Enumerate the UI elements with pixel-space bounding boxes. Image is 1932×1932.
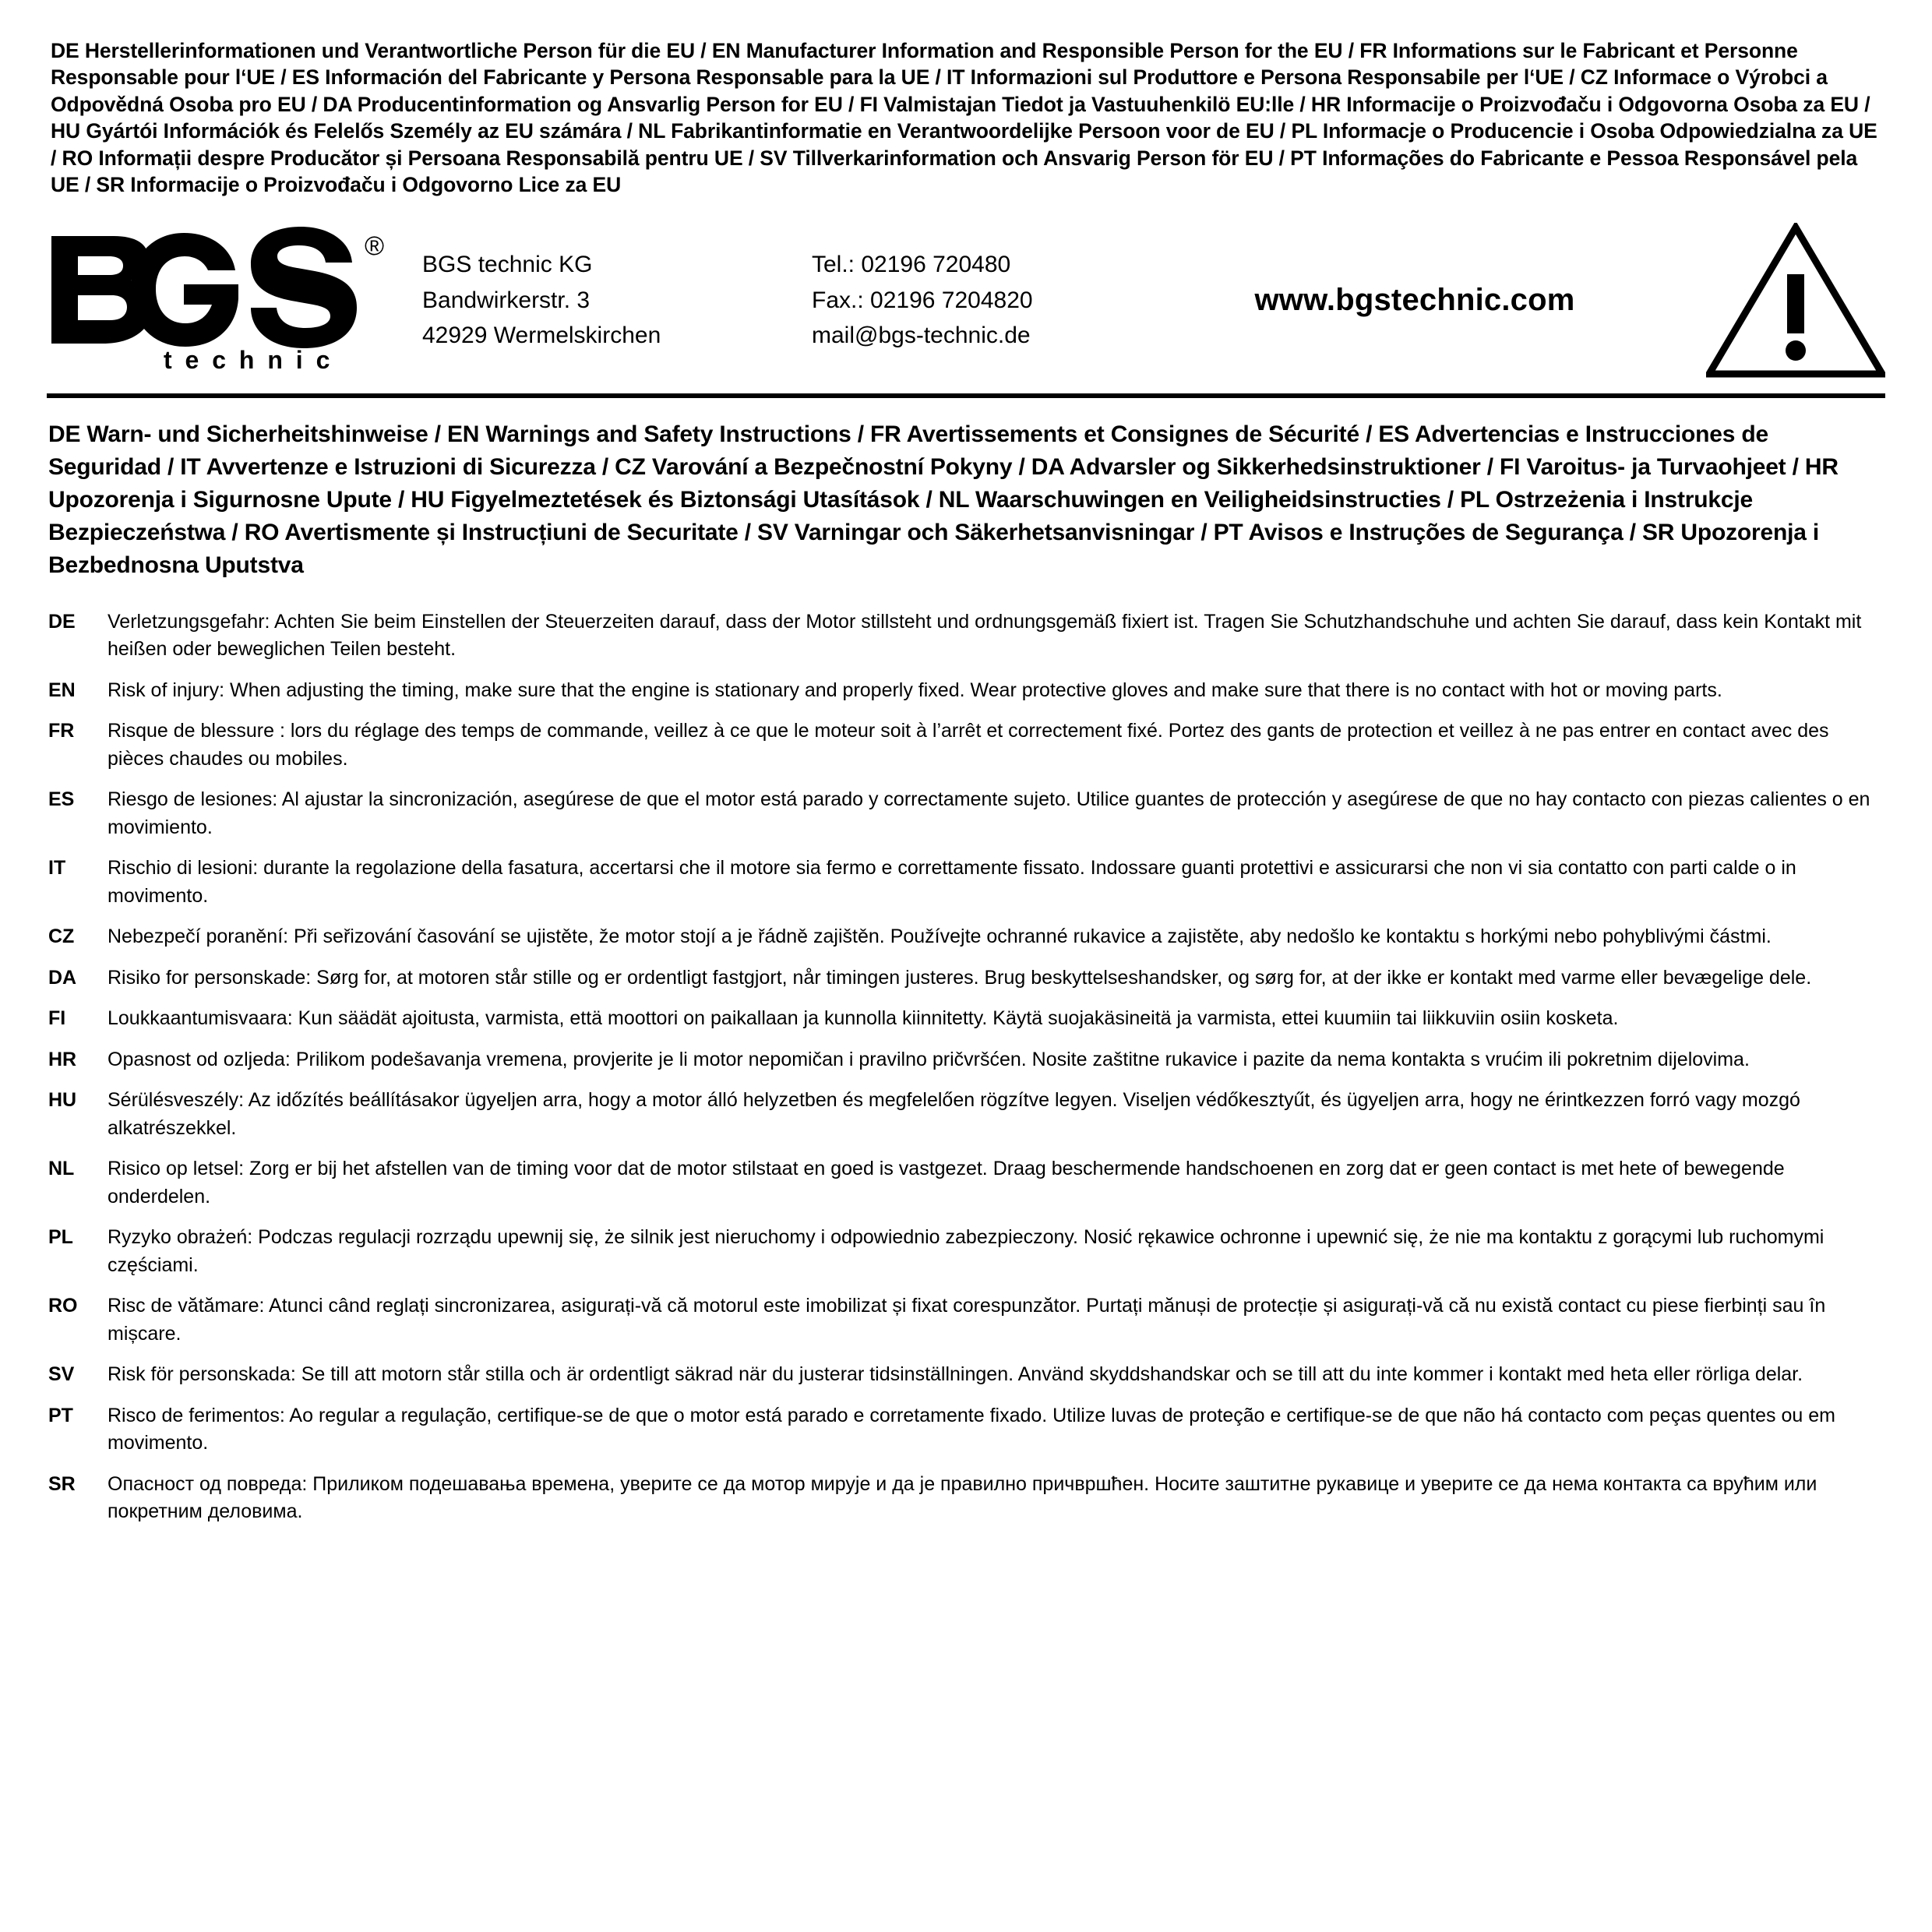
warning-row: [47, 1005, 1885, 1033]
warning-row: [47, 923, 1885, 951]
warning-text: Опасност од повреда: Приликом подешавања времена, уверите се да мотор мирује и да је правилно причвршћен. Носите заштитне рукавице и уверите се да нема контакта са врућим или покретним деловима.: [108, 1472, 1817, 1523]
language-code: NL: [48, 1158, 75, 1180]
language-code: HU: [48, 1089, 77, 1112]
warning-text: Risc de vătămare: Atunci când reglați sincronizarea, asigurați-vă că motorul este imobilizat și fixat corespunzător. Purtați mănuși de protecție și asigurați-vă că nu există contact cu piese fierbinți sau în mișcare.: [108, 1295, 1826, 1345]
warning-text: Ryzyko obrażeń: Podczas regulacji rozrządu upewnij się, że silnik jest nieruchomy i odpowiednio zabezpieczony. Nosić rękawice ochronne i upewnić się, że nie ma kontaktu z gorącymi lub ruchomymi częściami.: [108, 1226, 1824, 1276]
company-email[interactable]: mail@bgs-technic.de: [812, 323, 1031, 349]
warning-text: Sérülésveszély: Az időzítés beállításakor ügyeljen arra, hogy a motor álló helyzetben és megfelelően rögzítve legyen. Viseljen védőkesztyűt, és ügyeljen arra, hogy ne érintkezzen forró vagy mozgó alkatrészekkel.: [108, 1089, 1800, 1139]
warning-text: Riesgo de lesiones: Al ajustar la sincronización, asegúrese de que el motor está parado y correctamente sujeto. Utilice guantes de protección y asegúrese de que no hay contacto con piezas calientes o en movimiento.: [108, 788, 1870, 838]
company-contact: [812, 247, 1155, 354]
warning-row: [47, 1155, 1885, 1211]
language-code: PL: [48, 1226, 73, 1249]
warning-text: Risico op letsel: Zorg er bij het afstellen van de timing voor dat de motor stilstaat en goed is vastgezet. Draag beschermende handschoenen en zorg dat er geen contact is met hete of bewegende onderdelen.: [108, 1158, 1785, 1208]
warning-row: [47, 677, 1885, 705]
language-code: PT: [48, 1404, 73, 1426]
warning-row: [47, 1402, 1885, 1458]
language-code: CZ: [48, 925, 75, 948]
company-fax: Fax.: 02196 7204820: [812, 287, 1033, 313]
language-code: RO: [48, 1295, 78, 1317]
warning-row: [47, 1224, 1885, 1279]
warning-row: [47, 608, 1885, 664]
company-website[interactable]: www.bgstechnic.com: [1254, 283, 1575, 318]
warning-text: Rischio di lesioni: durante la regolazione della fasatura, accertarsi che il motore sia fermo e correttamente fissato. Indossare guanti protettivi e assicurarsi che non vi sia contatto con parti calde o in movimento.: [108, 857, 1796, 907]
warning-row: [47, 964, 1885, 992]
company-info-band: [47, 219, 1885, 398]
warning-row: [47, 1087, 1885, 1142]
warning-triangle-icon: [1706, 223, 1885, 379]
warning-text: Risco de ferimentos: Ao regular a regulação, certifique-se de que o motor está parado e corretamente fixado. Utilize luvas de proteção e certifique-se de que não há contacto com peças quentes ou em movimento.: [108, 1404, 1835, 1454]
warning-row: [47, 786, 1885, 841]
bgs-logo-icon: [47, 227, 405, 375]
company-street: Bandwirkerstr. 3: [422, 287, 591, 313]
warning-text: Risiko for personskade: Sørg for, at motoren står stille og er ordentligt fastgjort, når timingen justeres. Brug beskyttelseshandsker, og sørg for, at der ikke er kontakt med varme eller bevægelige dele.: [108, 966, 1812, 989]
warning-row: [47, 855, 1885, 910]
warning-row: [47, 1292, 1885, 1348]
warning-text: Nebezpečí poranění: Při seřizování časování se ujistěte, že motor stojí a je řádně zajištěn. Používejte ochranné rukavice a zajistěte, aby nedošlo ke kontaktu s horkými nebo pohyblivými částmi.: [108, 925, 1772, 948]
company-address: [413, 247, 812, 354]
warning-text: Risk of injury: When adjusting the timing, make sure that the engine is stationary and properly fixed. Wear protective gloves and make sure that there is no contact with hot or moving parts.: [108, 679, 1722, 701]
company-name: BGS technic KG: [422, 252, 593, 278]
warning-text: Opasnost od ozljeda: Prilikom podešavanja vremena, provjerite je li motor nepomičan i pravilno pričvršćen. Nosite zaštitne rukavice i pazite da nema kontakta s vrućim ili pokretnim dijelovima.: [108, 1048, 1750, 1070]
company-tel: Tel.: 02196 720480: [812, 252, 1011, 278]
warning-text: Verletzungsgefahr: Achten Sie beim Einstellen der Steuerzeiten darauf, dass der Motor stillsteht und ordnungsgemäß fixiert ist. Tragen Sie Schutzhandschuhe und achten Sie darauf, dass kein Kontakt mit heißen oder beweglichen Teilen besteht.: [108, 610, 1862, 661]
warning-text: Risk för personskada: Se till att motorn står stilla och är ordentligt säkrad när du justerar tidsinställningen. Använd skyddshandskar och se till att du inte kommer i kontakt med heta eller rörliga delar.: [108, 1363, 1803, 1386]
language-code: DA: [48, 966, 77, 989]
company-city: 42929 Wermelskirchen: [422, 323, 661, 349]
language-code: DE: [48, 610, 76, 633]
warning-text: Risque de blessure : lors du réglage des temps de commande, veillez à ce que le moteur soit à l’arrêt et correctement fixé. Portez des gants de protection et veillez à ne pas entrer en contact avec des pièces chaudes ou mobiles.: [108, 720, 1829, 770]
bgs-logo: [47, 227, 413, 375]
svg-text:t e c h n i c: t e c h n i c: [164, 345, 333, 374]
language-code: SR: [48, 1472, 76, 1495]
language-code: EN: [48, 679, 76, 701]
warning-rows: [47, 608, 1885, 1526]
warning-row: [47, 717, 1885, 773]
language-code: ES: [48, 788, 75, 811]
warning-row: [47, 1046, 1885, 1074]
warning-row: [47, 1361, 1885, 1389]
language-code: HR: [48, 1048, 77, 1070]
svg-text:®: ®: [365, 231, 385, 261]
warnings-heading: DE Warn- und Sicherheitshinweise / EN Warnings and Safety Instructions / FR Avertissements et Consignes de Sécurité / ES Advertencias e Instrucciones de Seguridad / IT Avvertenze e Istruzioni di Sicurezza / CZ Varování a Bezpečnostní Pokyny / DA Advarsler og Sikkerhedsinstruktioner / FI Varoitus- ja Turvaohjeet / HR Upozorenja i Sigurnosne Upute / HU Figyelmeztetések és Biztonsági Utasítások / NL Waarschuwingen en Veiligheidsinstructies / PL Ostrzeżenia i Instrukcje Bezpieczeństwa / RO Avertismente și Instrucțiuni de Securitate / SV Varningar och Säkerhetsanvisningar / PT Avisos e Instruções de Segurança / SR Upozorenja i Bezbednosna Uputstva: [48, 421, 1839, 578]
manufacturer-info-heading: DE Herstellerinformationen und Verantwortliche Person für die EU / EN Manufacturer Information and Responsible Person for the EU / FR Informations sur le Fabricant et Personne Responsable pour l‘UE / ES Información del Fabricante y Persona Responsable para la UE / IT Informazioni sul Produttore e Persona Responsabile per l‘UE / CZ Informace o Výrobci a Odpovědná Osoba pro EU / DA Producentinformation og Ansvarlig Person for EU / FI Valmistajan Tiedot ja Vastuuhenkilö EU:lle / HR Informacije o Proizvođaču i Odgovorna Osoba za EU / HU Gyártói Információk és Felelős Személy az EU számára / NL Fabrikantinformatie en Verantwoordelijke Persoon voor de EU / PL Informacje o Producencie i Osoba Odpowiedzialna za UE / RO Informații despre Producător și Persoana Responsabilă pentru UE / SV Tillverkarinformation och Ansvarig Person för EU / PT Informações do Fabricante e Pessoa Responsável pela UE / SR Informacije o Proizvođaču i Odgovorno Lice za EU: [51, 39, 1877, 197]
language-code: FR: [48, 720, 75, 742]
language-code: FI: [48, 1007, 66, 1030]
warning-row: [47, 1471, 1885, 1526]
language-code: IT: [48, 857, 66, 880]
language-code: SV: [48, 1363, 75, 1386]
warning-text: Loukkaantumisvaara: Kun säädät ajoitusta, varmista, että moottori on paikallaan ja kunnolla kiinnitetty. Käytä suojakäsineitä ja varmista, ettei kuumiin tai liikkuviin osiin kosketa.: [108, 1007, 1619, 1030]
